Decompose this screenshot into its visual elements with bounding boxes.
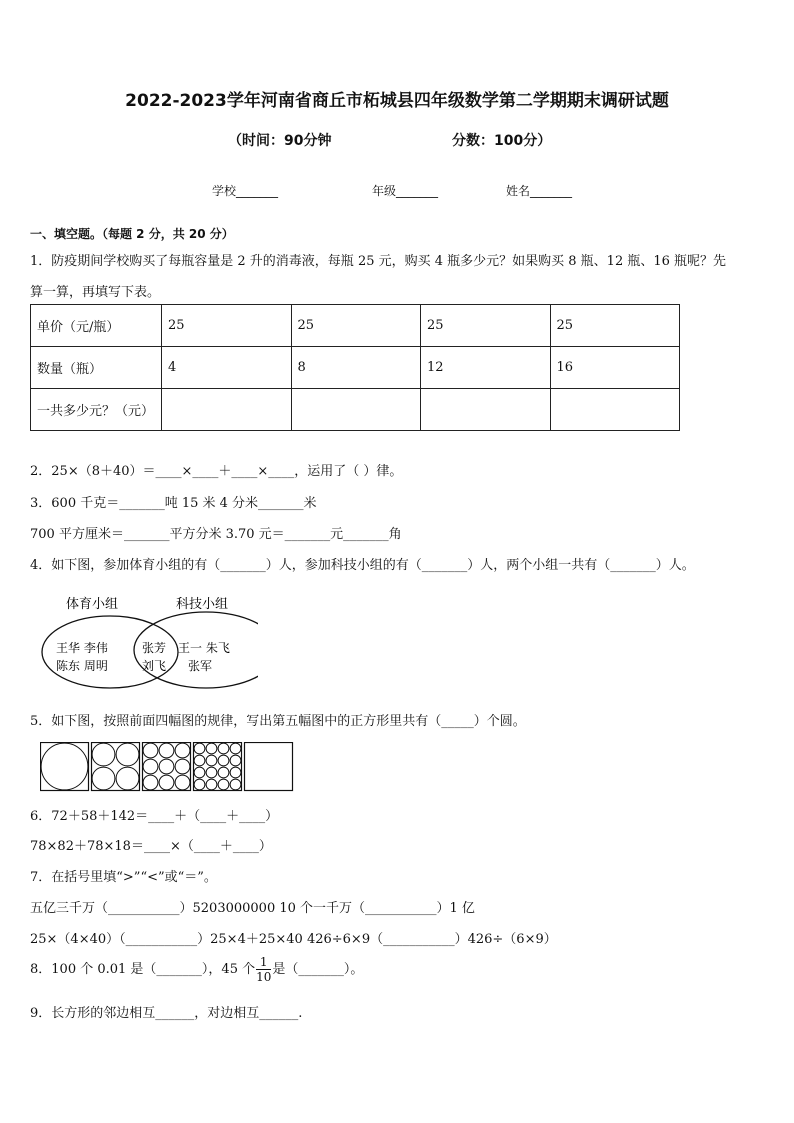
- price-table: [30, 304, 680, 431]
- table-cell: 16: [550, 347, 680, 389]
- venn-science-only-row2: 张军: [188, 659, 213, 673]
- pattern-circle: [230, 767, 241, 778]
- exam-score: 分数：100分）: [452, 133, 552, 149]
- venn-both-row2: 刘飞: [142, 659, 167, 673]
- table-row: [31, 305, 680, 347]
- row-header: 单价（元/瓶）: [31, 305, 162, 347]
- venn-both-row1: 张芳: [142, 641, 167, 655]
- pattern-circle: [230, 743, 241, 754]
- venn-label-science: 科技小组: [176, 597, 229, 612]
- pattern-square: [92, 743, 140, 791]
- table-row: [31, 347, 680, 389]
- q2-text: 2．25×（8＋40）＝____×____＋____×____，运用了（ ）律。: [30, 464, 403, 479]
- table-cell: 25: [291, 305, 421, 347]
- table-cell: 25: [421, 305, 551, 347]
- pattern-square: [143, 743, 191, 791]
- pattern-square: [245, 743, 293, 791]
- pattern-circle: [41, 743, 88, 790]
- row-header: 数量（瓶）: [31, 347, 162, 389]
- section-heading: 一、填空题。（每题 2 分，共 20 分）: [30, 227, 234, 241]
- table-cell: 4: [162, 347, 292, 389]
- school-field[interactable]: 学校_______: [212, 184, 279, 198]
- q7-text-line3: 25×（4×40）（___________）25×4＋25×40 426÷6×9（___________）426÷（6×9）: [30, 932, 557, 947]
- q8-text-before: 8．100 个 0.01 是（_______），45 个: [30, 962, 256, 977]
- pattern-circle: [175, 743, 190, 758]
- page-title: 2022-2023学年河南省商丘市柘城县四年级数学第二学期期末调研试题: [125, 91, 669, 111]
- table-cell: 12: [421, 347, 551, 389]
- q5-text: 5．如下图，按照前面四幅图的规律，写出第五幅图中的正方形里共有（_____）个圆。: [30, 714, 526, 729]
- pattern-circle: [218, 767, 229, 778]
- circle-pattern-figure: [40, 742, 300, 794]
- pattern-circle: [175, 775, 190, 790]
- pattern-circle: [143, 743, 158, 758]
- pattern-circle: [159, 759, 174, 774]
- pattern-circle: [206, 767, 217, 778]
- pattern-circle: [116, 767, 139, 790]
- venn-sports-only-row1: 王华 李伟: [56, 641, 108, 655]
- q3-text-line1: 3．600 千克＝_______吨 15 米 4 分米_______米: [30, 496, 317, 511]
- exam-time: （时间：90分钟: [228, 133, 332, 149]
- pattern-square: [194, 743, 242, 791]
- pattern-circle: [218, 743, 229, 754]
- table-cell: 25: [550, 305, 680, 347]
- q6-text-line1: 6．72＋58＋142＝____＋（____＋____）: [30, 809, 279, 824]
- q6-text-line2: 78×82＋78×18＝____×（____＋____）: [30, 839, 272, 854]
- answer-cell[interactable]: [162, 389, 292, 431]
- pattern-circle: [206, 755, 217, 766]
- pattern-circle: [116, 743, 139, 766]
- venn-diagram: [38, 590, 258, 700]
- pattern-circle: [159, 775, 174, 790]
- pattern-circle: [218, 779, 229, 790]
- pattern-circle: [218, 755, 229, 766]
- q7-text-line1: 7．在括号里填“>”“<”或“＝”。: [30, 870, 217, 885]
- answer-cell[interactable]: [550, 389, 680, 431]
- q4-text: 4．如下图，参加体育小组的有（_______）人，参加科技小组的有（_______）人，两个小组一共有（_______）人。: [30, 558, 695, 573]
- pattern-circle: [175, 759, 190, 774]
- pattern-circle: [92, 767, 115, 790]
- q1-text-line1: 1．防疫期间学校购买了每瓶容量是 2 升的消毒液，每瓶 25 元，购买 4 瓶多少元？如果购买 8 瓶、12 瓶、16 瓶呢？先: [30, 254, 727, 269]
- q7-text-line2: 五亿三千万（___________）5203000000 10 个一千万（___________）1 亿: [30, 901, 475, 916]
- table-cell: 8: [291, 347, 421, 389]
- q9-text: 9．长方形的邻边相互______，对边相互______.: [30, 1006, 303, 1021]
- pattern-circle: [230, 755, 241, 766]
- answer-cell[interactable]: [291, 389, 421, 431]
- answer-cell[interactable]: [421, 389, 551, 431]
- fraction-numerator: 1: [256, 955, 271, 970]
- venn-science-only-row1: 王一 朱飞: [178, 641, 230, 655]
- q3-text-line2: 700 平方厘米＝_______平方分米 3.70 元＝_______元_______角: [30, 527, 402, 542]
- pattern-circle: [194, 779, 205, 790]
- q1-text-line2: 算一算，再填写下表。: [30, 285, 161, 300]
- pattern-circle: [143, 759, 158, 774]
- fraction-denominator: 10: [256, 970, 272, 984]
- table-cell: 25: [162, 305, 292, 347]
- name-field[interactable]: 姓名_______: [506, 184, 573, 198]
- q8-text: [30, 955, 363, 984]
- venn-sports-only-row2: 陈东 周明: [56, 659, 108, 673]
- grade-field[interactable]: 年级_______: [372, 184, 439, 198]
- pattern-circle: [194, 755, 205, 766]
- pattern-circle: [230, 779, 241, 790]
- table-row: [31, 389, 680, 431]
- row-header: 一共多少元？（元）: [31, 389, 162, 431]
- pattern-circle: [206, 779, 217, 790]
- fraction: [256, 955, 271, 984]
- pattern-circle: [194, 767, 205, 778]
- pattern-circle: [143, 775, 158, 790]
- pattern-circle: [92, 743, 115, 766]
- pattern-circle: [206, 743, 217, 754]
- q8-text-after: 是（_______）。: [272, 962, 364, 977]
- venn-label-sports: 体育小组: [66, 597, 119, 612]
- pattern-circle: [194, 743, 205, 754]
- pattern-circle: [159, 743, 174, 758]
